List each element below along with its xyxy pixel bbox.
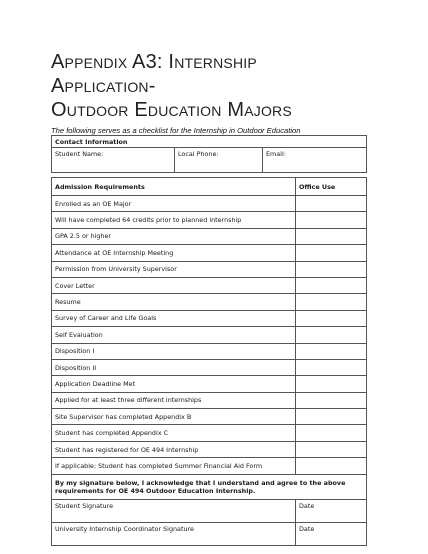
checklist-table bbox=[51, 135, 367, 546]
acknowledgement-text: By my signature below, I acknowledge that I understand and agree to the above requirements for OE 494 Outdoor Education Internship. bbox=[52, 474, 367, 499]
requirement-label: Site Supervisor has completed Appendix B bbox=[52, 409, 296, 425]
student-signature-field[interactable]: Student Signature bbox=[52, 499, 296, 522]
title-line-1: Appendix A3: Internship Application- bbox=[51, 51, 257, 97]
office-use-cell[interactable] bbox=[296, 343, 367, 359]
contact-fields-row bbox=[52, 148, 367, 173]
office-use-cell[interactable] bbox=[296, 245, 367, 261]
requirement-label: Cover Letter bbox=[52, 277, 296, 293]
office-use-cell[interactable] bbox=[296, 376, 367, 392]
requirement-label: If applicable: Student has completed Summer Financial Aid Form bbox=[52, 458, 296, 474]
table-row bbox=[52, 310, 367, 326]
student-signature-row bbox=[52, 499, 367, 522]
admission-header: Admission Requirements bbox=[52, 178, 296, 196]
title-line-2: Outdoor Education Majors bbox=[51, 99, 292, 121]
student-date-field[interactable]: Date bbox=[296, 499, 367, 522]
table-row bbox=[52, 343, 367, 359]
contact-header-row bbox=[52, 136, 367, 148]
office-use-cell[interactable] bbox=[296, 359, 367, 375]
table-row bbox=[52, 245, 367, 261]
email-field[interactable]: Email: bbox=[263, 148, 367, 173]
office-use-cell[interactable] bbox=[296, 425, 367, 441]
office-use-cell[interactable] bbox=[296, 196, 367, 212]
office-use-cell[interactable] bbox=[296, 409, 367, 425]
office-use-cell[interactable] bbox=[296, 277, 367, 293]
student-name-field[interactable]: Student Name: bbox=[52, 148, 175, 173]
acknowledgement-row bbox=[52, 474, 367, 499]
office-use-header: Office Use bbox=[296, 178, 367, 196]
office-use-cell[interactable] bbox=[296, 327, 367, 343]
table-row bbox=[52, 376, 367, 392]
table-row bbox=[52, 277, 367, 293]
admission-header-row bbox=[52, 178, 367, 196]
table-row bbox=[52, 441, 367, 457]
office-use-cell[interactable] bbox=[296, 261, 367, 277]
local-phone-field[interactable]: Local Phone: bbox=[175, 148, 263, 173]
office-use-cell[interactable] bbox=[296, 310, 367, 326]
requirement-label: Student has completed Appendix C bbox=[52, 425, 296, 441]
coordinator-date-field[interactable]: Date bbox=[296, 522, 367, 545]
page-subtitle: The following serves as a checklist for the Internship in Outdoor Education bbox=[51, 126, 301, 135]
table-row bbox=[52, 409, 367, 425]
table-row bbox=[52, 228, 367, 244]
table-row bbox=[52, 458, 367, 474]
office-use-cell[interactable] bbox=[296, 392, 367, 408]
table-row bbox=[52, 212, 367, 228]
contact-header: Contact Information bbox=[52, 136, 367, 148]
requirement-label: Disposition I bbox=[52, 343, 296, 359]
office-use-cell[interactable] bbox=[296, 212, 367, 228]
requirement-label: Application Deadline Met bbox=[52, 376, 296, 392]
requirement-label: Disposition II bbox=[52, 359, 296, 375]
document-page bbox=[51, 50, 366, 546]
table-row bbox=[52, 196, 367, 212]
page-title bbox=[51, 50, 366, 122]
office-use-cell[interactable] bbox=[296, 441, 367, 457]
table-row bbox=[52, 294, 367, 310]
table-row bbox=[52, 327, 367, 343]
coordinator-signature-field[interactable]: University Internship Coordinator Signature bbox=[52, 522, 296, 545]
requirement-label: GPA 2.5 or higher bbox=[52, 228, 296, 244]
requirement-label: Attendance at OE Internship Meeting bbox=[52, 245, 296, 261]
coordinator-signature-row bbox=[52, 522, 367, 545]
requirement-label: Permission from University Supervisor bbox=[52, 261, 296, 277]
table-row bbox=[52, 392, 367, 408]
admission-items bbox=[52, 196, 367, 475]
requirement-label: Self Evaluation bbox=[52, 327, 296, 343]
requirement-label: Applied for at least three different internships bbox=[52, 392, 296, 408]
office-use-cell[interactable] bbox=[296, 294, 367, 310]
requirement-label: Enrolled as an OE Major bbox=[52, 196, 296, 212]
office-use-cell[interactable] bbox=[296, 228, 367, 244]
requirement-label: Will have completed 64 credits prior to planned internship bbox=[52, 212, 296, 228]
requirement-label: Survey of Career and Life Goals bbox=[52, 310, 296, 326]
table-row bbox=[52, 359, 367, 375]
table-row bbox=[52, 425, 367, 441]
requirement-label: Student has registered for OE 494 Internship bbox=[52, 441, 296, 457]
office-use-cell[interactable] bbox=[296, 458, 367, 474]
requirement-label: Resume bbox=[52, 294, 296, 310]
table-row bbox=[52, 261, 367, 277]
